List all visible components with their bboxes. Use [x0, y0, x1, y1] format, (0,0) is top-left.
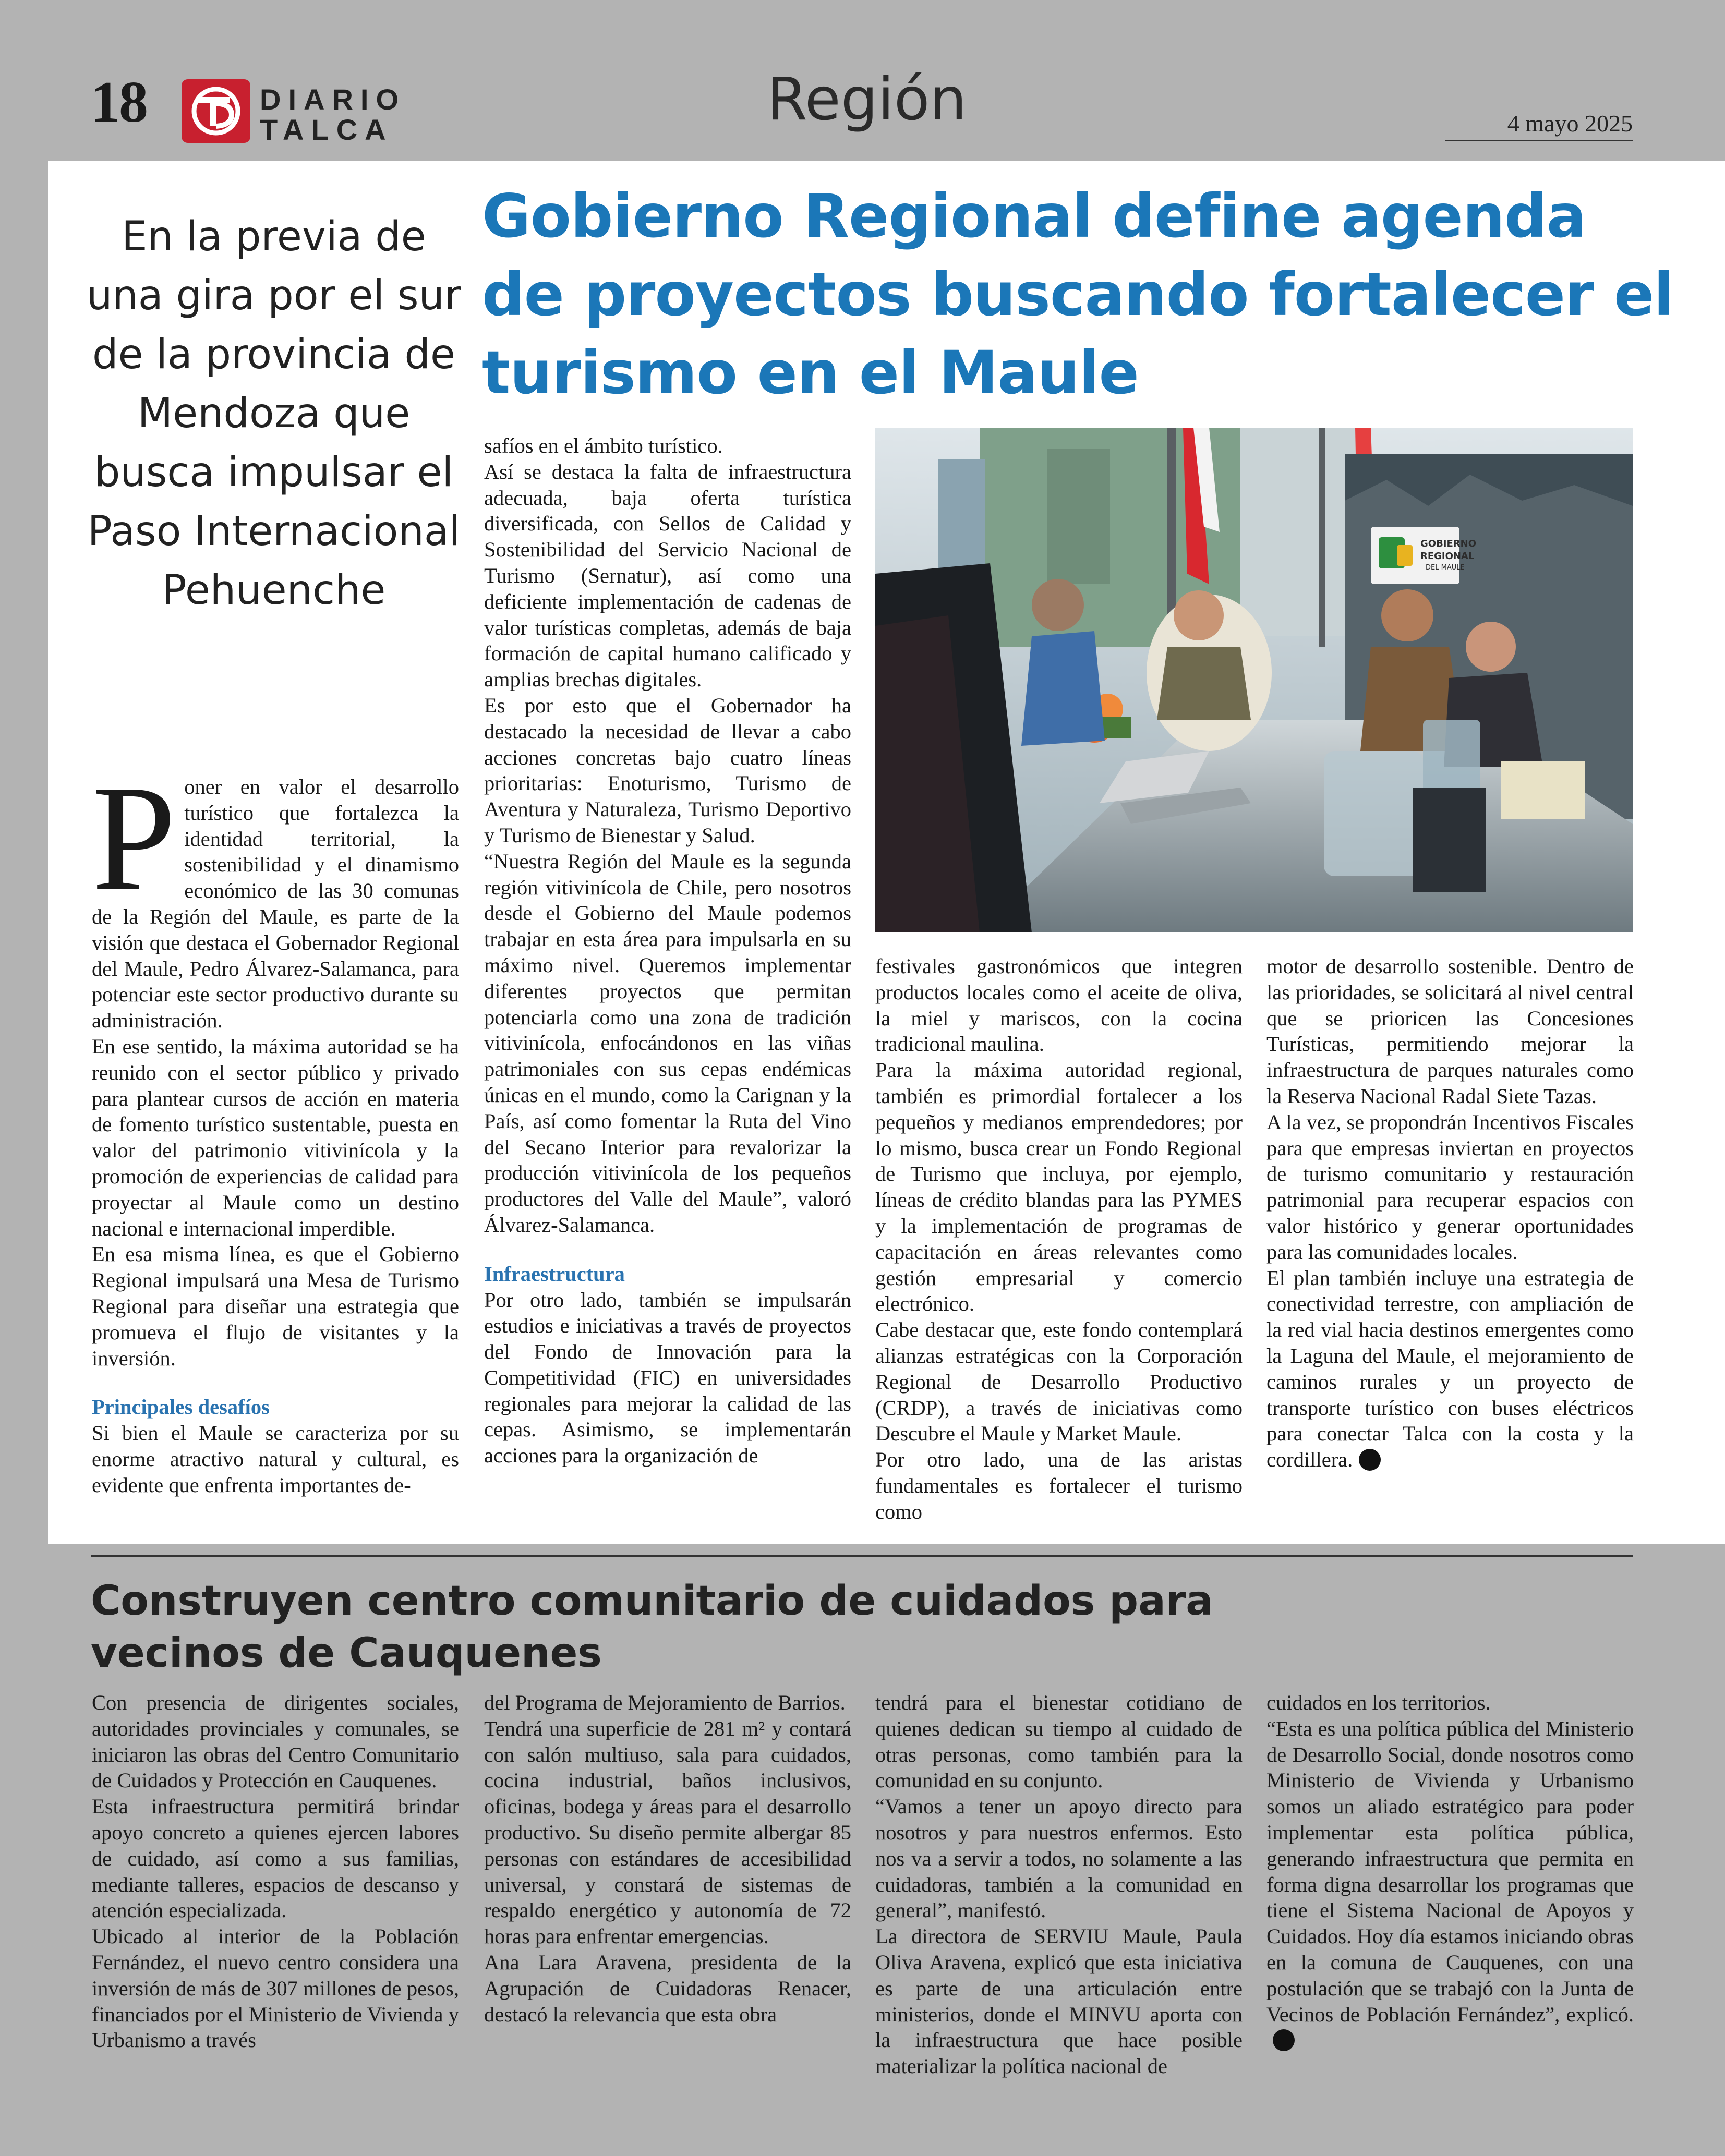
article-column-2 — [484, 433, 851, 1469]
article-headline: Gobierno Regional define agenda de proyectos buscando fortalecer el turismo en el Maule — [482, 181, 1674, 407]
paragraph: Ana Lara Aravena, presidenta de la Agrupación de Cuidadoras Renacer, destacó la relevancia que esta obra — [484, 1950, 851, 2026]
photo-banner-line: DEL MAULE — [1426, 564, 1465, 572]
paragraph: Cabe destacar que, este fondo contemplará alianzas estratégicas con la Corporación Regional de Desarrollo Productivo (CRDP), a través de iniciativas como Descubre el Maule y Market Maule. — [875, 1318, 1243, 1446]
paragraph: Así se destaca la falta de infraestructura adecuada, baja oferta turística diversificada, con Sellos de Calidad y Sostenibilidad del Servicio Nacional de Turismo (Sernatur), así como una deficiente implementación de cadenas de valor turísticas completas, además de baja formación de capital humano calificado y amplias brechas digitales. — [484, 459, 851, 692]
photo-banner-line: GOBIERNO — [1420, 538, 1477, 549]
paragraph: safíos en el ámbito turístico. — [484, 434, 723, 457]
paragraph: En ese sentido, la máxima autoridad se ha reunido con el sector público y privado para plantear cursos de acción en materia de fomento turístico sustentable, puesta en valor del patrimonio vitivinícola y la promoción de experiencias de calidad para proyectar al Maule como un destino nacional e internacional imperdible. — [92, 1034, 459, 1240]
paragraph: tendrá para el bienestar cotidiano de quienes dedican su tiempo al cuidado de otras personas, como también para la comunidad en su conjunto. — [875, 1691, 1243, 1792]
page-number: 18 — [91, 70, 147, 135]
subhead-infraestructura: Infraestructura — [484, 1262, 625, 1286]
paragraph: En esa misma línea, es que el Gobierno Regional impulsará una Mesa de Turismo Regional para diseñar una estrategia que promueva el flujo de visitantes y la inversión. — [92, 1242, 459, 1370]
paragraph — [1266, 1716, 1634, 2053]
paragraph: “Vamos a tener un apoyo directo para nosotros y para nuestros enfermos. Esto nos va a servir a todos, no solamente a las cuidadoras, también a la comunidad en general”, manifestó. — [875, 1795, 1243, 1922]
paragraph: festivales gastronómicos que integren productos locales como el aceite de oliva, la miel y mariscos, con la cocina tradicional maulina. — [875, 954, 1243, 1056]
paragraph: Ubicado al interior de la Población Fernández, el nuevo centro considera una inversión de más de 307 millones de pesos, financiados por el Ministerio de Vivienda y Urbanismo a través — [92, 1924, 459, 2052]
paragraph: Por otro lado, también se impulsarán estudios e iniciativas a través de proyectos del Fondo de Innovación para la Competitividad (FIC) en universidades regionales para mejorar la calidad de las cepas. Asimismo, se implementarán acciones para la organización de — [484, 1288, 851, 1468]
article2-column-3 — [875, 1690, 1243, 2079]
article-deck: En la previa de una gira por el sur de la provincia de Mendoza que busca impulsar el Paso Internacional Pehuenche — [87, 213, 461, 614]
article-column-4 — [1266, 953, 1634, 1473]
paragraph: A la vez, se propondrán Incentivos Fiscales para que empresas inviertan en proyectos de turismo comunitario y restauración patrimonial para recuperar espacios con valor histórico y generar oportunidades para las comunidades locales. — [1266, 1110, 1634, 1264]
paragraph: Con presencia de dirigentes sociales, autoridades provinciales y comunales, se iniciaron las obras del Centro Comunitario de Cuidados y Protección en Cauquenes. — [92, 1691, 459, 1792]
paragraph — [1266, 1265, 1634, 1473]
end-of-article-icon — [1273, 2029, 1295, 2051]
logo-line-diario: DIARIO — [260, 83, 406, 116]
subhead-principales-desafios: Principales desafíos — [92, 1395, 270, 1419]
section-divider — [91, 1555, 1633, 1557]
paragraph: Tendrá una superficie de 281 m² y contará con salón multiuso, sala para cuidados, cocina industrial, baños inclusivos, oficinas, bodega y áreas para el desarrollo productivo. Su diseño permite albergar 85 personas con estándares de accesibilidad universal, y constará de sistemas de respaldo energético y autonomía de 72 horas para enfrentar emergencias. — [484, 1716, 851, 1948]
diario-talca-logo-icon — [182, 79, 250, 143]
paragraph: La directora de SERVIU Maule, Paula Oliva Aravena, explicó que esta iniciativa es parte de una articulación entre ministerios, donde el MINVU aporta con la infraestructura que hace posible materializar la política nacional de — [875, 1924, 1243, 2078]
meeting-photo — [875, 428, 1633, 932]
article-column-3 — [875, 953, 1243, 1525]
paragraph: Para la máxima autoridad regional, también es primordial fortalecer a los pequeños y medianos emprendedores; por lo mismo, busca crear un Fondo Regional de Turismo que incluya, por ejemplo, líneas de crédito blandas para las PYMES y la implementación de programas de capacitación en áreas relevantes como gestión empresarial y comercio electrónico. — [875, 1058, 1243, 1316]
paragraph: Esta infraestructura permitirá brindar apoyo concreto a quienes ejercen labores de cuidado, así como a sus familias, mediante talleres, espacios de descanso y atención especializada. — [92, 1795, 459, 1922]
section-title: Región — [767, 66, 967, 134]
date-underline — [1445, 140, 1633, 141]
drop-cap: P — [92, 754, 176, 922]
paragraph-text: El plan también incluye una estrategia de conectividad terrestre, con ampliación de la red vial hacia destinos emergentes como la Laguna del Maule, el mejoramiento de caminos rurales y un proyecto de transporte turístico con buses eléctricos para conectar Talca con la costa y la cordillera. — [1266, 1266, 1634, 1472]
paragraph: Por otro lado, una de las aristas fundamentales es fortalecer el turismo como — [875, 1448, 1243, 1523]
article2-column-1 — [92, 1690, 459, 2053]
issue-date: 4 mayo 2025 — [1507, 110, 1633, 137]
photo-banner-line: REGIONAL — [1420, 551, 1475, 562]
paragraph: cuidados en los territorios. — [1266, 1691, 1491, 1714]
article2-column-2 — [484, 1690, 851, 2027]
end-of-article-icon — [1359, 1449, 1381, 1471]
logo-line-talca: TALCA — [260, 113, 393, 146]
article2-column-4 — [1266, 1690, 1634, 2053]
paragraph-text: “Esta es una política pública del Ministerio de Desarrollo Social, donde nosotros como Ministerio de Vivienda y Urbanismo somos un aliado estratégico para poder implementar esta política pública, generando infraestructura que permita en forma digna desarrollar los programas que tiene el Sistema Nacional de Apoyos y Cuidados. Hoy día estamos iniciando obras en la comuna de Cauquenes, con una postulación que se trabajó con la Junta de Vecinos de Población Fernández”, explicó. — [1266, 1716, 1634, 2026]
paragraph: oner en valor el desarrollo turístico que fortalezca la identidad territorial, la sostenibilidad y el dinamismo económico de las 30 comunas de la Región del Maule, es parte de la visión que destaca el Gobernador Regional del Maule, Pedro Álvarez-Salamanca, para potenciar este sector productivo durante su administración. — [92, 775, 459, 1033]
paragraph: “Nuestra Región del Maule es la segunda región vitivinícola de Chile, pero nosotros desde el Gobierno del Maule podemos trabajar en esta área para impulsarla en su máximo nivel. Queremos implementar diferentes proyectos que permitan potenciarla como una zona de tradición vitivinícola, enfocándonos en las viñas patrimoniales con sus cepas endémicas únicas en el mundo, como la Carignan y la País, así como fomentar la Ruta del Vino del Secano Interior para revalorizar la producción vitivinícola de los pequeños productores del Valle del Maule”, valoró Álvarez-Salamanca. — [484, 849, 851, 1237]
paragraph: motor de desarrollo sostenible. Dentro de las prioridades, se solicitará al nivel central que se prioricen las Concesiones Turísticas, permitiendo mejorar la infraestructura de parques naturales como la Reserva Nacional Radal Siete Tazas. — [1266, 954, 1634, 1108]
paragraph: Si bien el Maule se caracteriza por su enorme atractivo natural y cultural, es evidente que enfrenta importantes de- — [92, 1421, 459, 1497]
article-column-1 — [92, 754, 459, 1498]
logo-wordmark — [260, 84, 406, 145]
paragraph: Es por esto que el Gobernador ha destacado la necesidad de llevar a cabo acciones concretas bajo cuatro líneas prioritarias: Enoturismo, Turismo de Aventura y Naturaleza, Turismo Deportivo y Turismo de Bienestar y Salud. — [484, 693, 851, 847]
article2-headline: Construyen centro comunitario de cuidados para vecinos de Cauquenes — [91, 1578, 1213, 1677]
paragraph: del Programa de Mejoramiento de Barrios. — [484, 1691, 846, 1714]
